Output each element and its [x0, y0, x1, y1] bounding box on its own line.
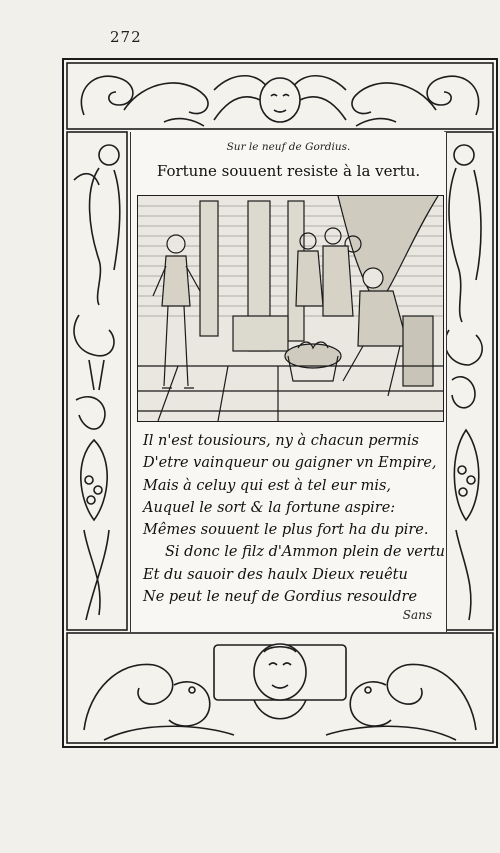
- woodcut-drawing: [138, 196, 443, 421]
- emblem-title: Sur le neuf de Gordius.: [226, 141, 351, 153]
- verse-line: Et du sauoir des haulx Dieux reuêtu: [143, 566, 408, 583]
- emblem-panel: [130, 132, 447, 632]
- woodcut-illustration: [137, 195, 444, 422]
- verse-line: Ne peut le neuf de Gordius resouldre: [143, 589, 418, 606]
- verse-block: [143, 430, 443, 608]
- page-number: 272: [110, 28, 142, 46]
- catchword: Sans: [402, 608, 432, 622]
- verse-line: Il n'est tousiours, ny à chacun permis: [143, 433, 419, 449]
- verse-line: Mais à celuy qui est à tel eur mis,: [143, 477, 392, 494]
- verse-line: Auquel le sort & la fortune aspire:: [143, 499, 396, 516]
- verse-line: Mêmes souuent le plus fort ha du pire.: [143, 522, 429, 539]
- ornamental-border: [62, 58, 498, 748]
- emblem-motto: Fortune souuent resiste à la vertu.: [156, 162, 421, 180]
- verse-line: D'etre vainqueur ou gaigner vn Empire,: [143, 455, 437, 472]
- verse-line: Si donc le filz d'Ammon plein de vertu: [165, 544, 445, 561]
